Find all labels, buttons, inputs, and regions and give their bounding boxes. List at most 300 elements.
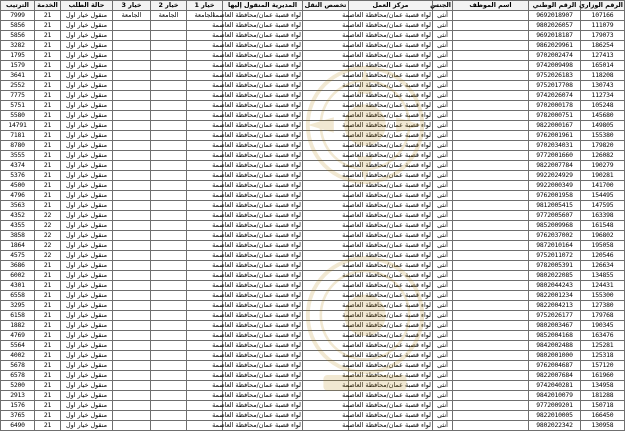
table-cell bbox=[151, 121, 187, 131]
table-cell bbox=[113, 361, 151, 371]
table-cell: 112734 bbox=[581, 91, 625, 101]
table-cell: 3641 bbox=[1, 71, 35, 81]
table-cell: لواء قصبة عمان/محافظة العاصمة bbox=[342, 101, 431, 110]
table-cell: لواء قصبة عمان/محافظة العاصمة bbox=[212, 321, 301, 330]
table-cell: 4796 bbox=[1, 191, 35, 201]
table-cell bbox=[113, 251, 151, 261]
table-cell: 9802026057 bbox=[529, 21, 581, 31]
table-cell: 21 bbox=[35, 361, 61, 371]
table-cell: أنثى bbox=[433, 81, 453, 91]
table-row bbox=[1, 271, 625, 281]
table-row bbox=[1, 71, 625, 81]
table-cell: 22 bbox=[35, 231, 61, 241]
table-cell: 195058 bbox=[581, 241, 625, 251]
table-cell bbox=[453, 421, 529, 431]
table-cell: أنثى bbox=[433, 391, 453, 401]
table-row bbox=[1, 331, 625, 341]
table-cell: 9762037002 bbox=[529, 231, 581, 241]
table-row bbox=[1, 351, 625, 361]
table-cell: 134958 bbox=[581, 381, 625, 391]
table-cell: منقول خيار اول bbox=[61, 371, 113, 381]
table-cell bbox=[453, 291, 529, 301]
table-cell: لواء قصبة عمان/محافظة العاصمة bbox=[212, 41, 301, 50]
table-cell: 4002 bbox=[1, 351, 35, 361]
table-cell: منقول خيار اول bbox=[61, 151, 113, 161]
table-cell: 3555 bbox=[1, 151, 35, 161]
table-cell bbox=[453, 251, 529, 261]
table-cell: الجامعة bbox=[113, 11, 151, 21]
table-cell bbox=[453, 191, 529, 201]
table-cell bbox=[113, 351, 151, 361]
table-cell bbox=[113, 61, 151, 71]
table-cell: 21 bbox=[35, 151, 61, 161]
table-cell: 4352 bbox=[1, 211, 35, 221]
table-row bbox=[1, 311, 625, 321]
table-cell: 134855 bbox=[581, 271, 625, 281]
table-cell: 9702034031 bbox=[529, 141, 581, 151]
table-cell: أنثى bbox=[433, 361, 453, 371]
table-cell bbox=[113, 81, 151, 91]
table-cell: 9772001660 bbox=[529, 151, 581, 161]
column-header: اسم الموظف bbox=[453, 1, 529, 11]
table-cell: لواء قصبة عمان/محافظة العاصمة bbox=[212, 51, 301, 60]
table-cell bbox=[151, 421, 187, 431]
table-cell: لواء قصبة عمان/محافظة العاصمة bbox=[212, 191, 301, 200]
table-cell: لواء قصبة عمان/محافظة العاصمة bbox=[342, 121, 431, 130]
table-cell: 154495 bbox=[581, 191, 625, 201]
table-cell: لواء قصبة عمان/محافظة العاصمة bbox=[212, 331, 301, 340]
table-cell: منقول خيار اول bbox=[61, 341, 113, 351]
table-cell: منقول خيار اول bbox=[61, 301, 113, 311]
table-cell bbox=[151, 111, 187, 121]
table-row bbox=[1, 411, 625, 421]
table-cell: 3765 bbox=[1, 411, 35, 421]
table-cell: لواء قصبة عمان/محافظة العاصمة bbox=[342, 351, 431, 360]
table-cell: 21 bbox=[35, 161, 61, 171]
table-cell: 5856 bbox=[1, 21, 35, 31]
table-cell: 21 bbox=[35, 321, 61, 331]
table-cell: منقول خيار اول bbox=[61, 381, 113, 391]
table-cell: منقول خيار اول bbox=[61, 231, 113, 241]
table-cell bbox=[453, 351, 529, 361]
table-header bbox=[1, 1, 625, 11]
table-cell: منقول خيار اول bbox=[61, 171, 113, 181]
table-cell: لواء قصبة عمان/محافظة العاصمة bbox=[342, 291, 431, 300]
table-cell: أنثى bbox=[433, 291, 453, 301]
table-cell bbox=[453, 411, 529, 421]
table-row bbox=[1, 361, 625, 371]
table-cell: منقول خيار اول bbox=[61, 271, 113, 281]
table-cell bbox=[113, 231, 151, 241]
table-cell bbox=[453, 301, 529, 311]
table-cell: منقول خيار اول bbox=[61, 241, 113, 251]
table-cell: لواء قصبة عمان/محافظة العاصمة bbox=[212, 111, 301, 120]
table-cell: 21 bbox=[35, 41, 61, 51]
table-cell: لواء قصبة عمان/محافظة العاصمة bbox=[342, 91, 431, 100]
table-cell: لواء قصبة عمان/محافظة العاصمة bbox=[212, 381, 301, 390]
table-row bbox=[1, 201, 625, 211]
table-cell bbox=[113, 371, 151, 381]
table-cell: 9802044243 bbox=[529, 281, 581, 291]
table-cell: لواء قصبة عمان/محافظة العاصمة bbox=[342, 131, 431, 140]
table-cell: منقول خيار اول bbox=[61, 61, 113, 71]
table-row bbox=[1, 111, 625, 121]
table-cell: 22 bbox=[35, 241, 61, 251]
table-cell bbox=[151, 51, 187, 61]
table-cell: 2913 bbox=[1, 391, 35, 401]
table-cell: أنثى bbox=[433, 141, 453, 151]
table-cell: 9872010164 bbox=[529, 241, 581, 251]
table-cell bbox=[113, 131, 151, 141]
table-cell: أنثى bbox=[433, 171, 453, 181]
table-cell: أنثى bbox=[433, 401, 453, 411]
table-cell: 9752026183 bbox=[529, 71, 581, 81]
table-cell: 9762004687 bbox=[529, 361, 581, 371]
table-cell bbox=[151, 371, 187, 381]
table-cell: 9852009968 bbox=[529, 221, 581, 231]
table-cell: لواء قصبة عمان/محافظة العاصمة bbox=[342, 361, 431, 370]
table-cell: منقول خيار اول bbox=[61, 281, 113, 291]
table-cell: 21 bbox=[35, 111, 61, 121]
table-cell bbox=[113, 111, 151, 121]
table-cell: لواء قصبة عمان/محافظة العاصمة bbox=[342, 171, 431, 180]
table-cell: 125318 bbox=[581, 351, 625, 361]
table-cell: 21 bbox=[35, 271, 61, 281]
table-cell: 21 bbox=[35, 281, 61, 291]
table-cell bbox=[113, 401, 151, 411]
table-cell: منقول خيار اول bbox=[61, 331, 113, 341]
table-cell: لواء قصبة عمان/محافظة العاصمة bbox=[212, 101, 301, 110]
table-cell bbox=[113, 241, 151, 251]
table-cell: لواء قصبة عمان/محافظة العاصمة bbox=[342, 311, 431, 320]
table-cell bbox=[453, 401, 529, 411]
table-cell bbox=[151, 241, 187, 251]
table-cell bbox=[151, 41, 187, 51]
table-cell bbox=[113, 341, 151, 351]
table-cell bbox=[113, 51, 151, 61]
table-cell bbox=[453, 141, 529, 151]
table-cell: الجامعة bbox=[151, 11, 187, 21]
table-cell: أنثى bbox=[433, 371, 453, 381]
table-cell: 8780 bbox=[1, 141, 35, 151]
table-cell bbox=[453, 381, 529, 391]
table-cell: لواء قصبة عمان/محافظة العاصمة bbox=[342, 321, 431, 330]
table-cell bbox=[151, 351, 187, 361]
column-header: تخصص النقل bbox=[303, 1, 349, 11]
table-cell: 22 bbox=[35, 221, 61, 231]
table-cell: 3282 bbox=[1, 41, 35, 51]
table-cell: 9842002488 bbox=[529, 341, 581, 351]
table-cell: 21 bbox=[35, 391, 61, 401]
table-cell: 6490 bbox=[1, 421, 35, 431]
table-cell bbox=[151, 171, 187, 181]
table-cell: لواء قصبة عمان/محافظة العاصمة bbox=[212, 181, 301, 190]
table-cell bbox=[151, 401, 187, 411]
table-cell: أنثى bbox=[433, 381, 453, 391]
table-cell: لواء قصبة عمان/محافظة العاصمة bbox=[342, 41, 431, 50]
table-cell bbox=[453, 241, 529, 251]
table-cell: منقول خيار اول bbox=[61, 421, 113, 431]
table-row bbox=[1, 151, 625, 161]
table-cell: 163398 bbox=[581, 211, 625, 221]
table-row bbox=[1, 301, 625, 311]
table-cell: 1864 bbox=[1, 241, 35, 251]
table-cell: أنثى bbox=[433, 191, 453, 201]
table-cell: 190281 bbox=[581, 171, 625, 181]
table-cell: 9802022085 bbox=[529, 271, 581, 281]
table-cell: لواء قصبة عمان/محافظة العاصمة bbox=[212, 281, 301, 290]
table-cell: 9802003467 bbox=[529, 321, 581, 331]
table-cell: لواء قصبة عمان/محافظة العاصمة bbox=[212, 391, 301, 400]
table-row bbox=[1, 121, 625, 131]
table-row bbox=[1, 131, 625, 141]
table-cell bbox=[453, 321, 529, 331]
table-cell: 3858 bbox=[1, 231, 35, 241]
table-cell bbox=[453, 231, 529, 241]
table-cell: 9762001961 bbox=[529, 131, 581, 141]
table-cell: منقول خيار اول bbox=[61, 41, 113, 51]
table-cell: 9802001000 bbox=[529, 351, 581, 361]
table-cell: الجامعة bbox=[187, 11, 223, 21]
table-cell: 21 bbox=[35, 311, 61, 321]
table-cell: لواء قصبة عمان/محافظة العاصمة bbox=[342, 181, 431, 190]
column-header: الخدمة bbox=[35, 1, 61, 11]
table-cell bbox=[453, 211, 529, 221]
table-cell: لواء قصبة عمان/محافظة العاصمة bbox=[212, 291, 301, 300]
table-cell: 9692018907 bbox=[529, 11, 581, 21]
table-cell: 9822004213 bbox=[529, 301, 581, 311]
table-cell bbox=[151, 231, 187, 241]
table-cell bbox=[113, 141, 151, 151]
table-cell: لواء قصبة عمان/محافظة العاصمة bbox=[342, 241, 431, 250]
table-cell bbox=[151, 331, 187, 341]
table-cell: لواء قصبة عمان/محافظة العاصمة bbox=[342, 281, 431, 290]
table-cell bbox=[113, 311, 151, 321]
table-cell: 161960 bbox=[581, 371, 625, 381]
table-cell: منقول خيار اول bbox=[61, 161, 113, 171]
table-cell: أنثى bbox=[433, 221, 453, 231]
table-cell: 9922000349 bbox=[529, 181, 581, 191]
table-cell bbox=[113, 411, 151, 421]
table-cell bbox=[151, 381, 187, 391]
table-cell: 9702002474 bbox=[529, 51, 581, 61]
table-cell: لواء قصبة عمان/محافظة العاصمة bbox=[212, 231, 301, 240]
table-cell: أنثى bbox=[433, 61, 453, 71]
table-row bbox=[1, 221, 625, 231]
table-cell: 21 bbox=[35, 201, 61, 211]
table-cell bbox=[113, 71, 151, 81]
table-cell: 9742040281 bbox=[529, 381, 581, 391]
table-cell bbox=[151, 151, 187, 161]
table-cell: 21 bbox=[35, 351, 61, 361]
table-cell: منقول خيار اول bbox=[61, 321, 113, 331]
table-cell bbox=[113, 301, 151, 311]
table-cell: 5564 bbox=[1, 341, 35, 351]
table-cell: 150718 bbox=[581, 401, 625, 411]
table-cell bbox=[453, 31, 529, 41]
table-cell bbox=[113, 31, 151, 41]
table-cell bbox=[151, 291, 187, 301]
table-row bbox=[1, 61, 625, 71]
table-cell: 9852004168 bbox=[529, 331, 581, 341]
table-cell: أنثى bbox=[433, 51, 453, 61]
table-cell: لواء قصبة عمان/محافظة العاصمة bbox=[212, 71, 301, 80]
table-cell bbox=[453, 41, 529, 51]
table-cell bbox=[453, 271, 529, 281]
table-cell: 5580 bbox=[1, 111, 35, 121]
table-cell: 6558 bbox=[1, 291, 35, 301]
table-cell: 9742026074 bbox=[529, 91, 581, 101]
table-cell: لواء قصبة عمان/محافظة العاصمة bbox=[342, 211, 431, 220]
table-cell: لواء قصبة عمان/محافظة العاصمة bbox=[212, 81, 301, 90]
table-cell: لواء قصبة عمان/محافظة العاصمة bbox=[212, 221, 301, 230]
table-cell: أنثى bbox=[433, 341, 453, 351]
table-cell: لواء قصبة عمان/محافظة العاصمة bbox=[342, 201, 431, 210]
table-cell: 21 bbox=[35, 341, 61, 351]
table-cell: لواء قصبة عمان/محافظة العاصمة bbox=[212, 351, 301, 360]
table-row bbox=[1, 401, 625, 411]
table-cell bbox=[151, 411, 187, 421]
table-cell: أنثى bbox=[433, 41, 453, 51]
table-cell: أنثى bbox=[433, 31, 453, 41]
table-cell: 9922024929 bbox=[529, 171, 581, 181]
table-cell: أنثى bbox=[433, 161, 453, 171]
table-cell: 163476 bbox=[581, 331, 625, 341]
table-cell bbox=[453, 261, 529, 271]
table-cell bbox=[151, 191, 187, 201]
table-cell: 1579 bbox=[1, 61, 35, 71]
table-cell: 166450 bbox=[581, 411, 625, 421]
table-cell bbox=[453, 91, 529, 101]
table-cell bbox=[151, 181, 187, 191]
table-cell: 21 bbox=[35, 91, 61, 101]
table-cell bbox=[151, 101, 187, 111]
table-cell: 9752026177 bbox=[529, 311, 581, 321]
table-cell: 107166 bbox=[581, 11, 625, 21]
table-cell: لواء قصبة عمان/محافظة العاصمة bbox=[212, 131, 301, 140]
table-cell bbox=[151, 201, 187, 211]
table-cell: لواء قصبة عمان/محافظة العاصمة bbox=[212, 211, 301, 220]
table-cell: لواء قصبة عمان/محافظة العاصمة bbox=[212, 301, 301, 310]
table-cell: أنثى bbox=[433, 111, 453, 121]
table-cell: 165014 bbox=[581, 61, 625, 71]
table-cell: أنثى bbox=[433, 251, 453, 261]
table-cell: 9822010005 bbox=[529, 411, 581, 421]
table-cell bbox=[151, 61, 187, 71]
table-cell: 9822007784 bbox=[529, 161, 581, 171]
table-cell: منقول خيار اول bbox=[61, 291, 113, 301]
table-cell bbox=[151, 271, 187, 281]
table-cell bbox=[151, 31, 187, 41]
table-cell bbox=[453, 161, 529, 171]
table-cell bbox=[113, 281, 151, 291]
table-cell bbox=[453, 181, 529, 191]
table-cell: لواء قصبة عمان/محافظة العاصمة bbox=[212, 271, 301, 280]
table-cell: لواء قصبة عمان/محافظة العاصمة bbox=[342, 11, 431, 20]
table-cell: منقول خيار اول bbox=[61, 81, 113, 91]
table-cell: منقول خيار اول bbox=[61, 401, 113, 411]
table-cell: أنثى bbox=[433, 71, 453, 81]
table-cell: لواء قصبة عمان/محافظة العاصمة bbox=[212, 261, 301, 270]
table-cell: 155300 bbox=[581, 291, 625, 301]
table-row bbox=[1, 31, 625, 41]
table-cell bbox=[453, 201, 529, 211]
table-cell: أنثى bbox=[433, 271, 453, 281]
table-cell: أنثى bbox=[433, 181, 453, 191]
table-cell: أنثى bbox=[433, 301, 453, 311]
table-cell: لواء قصبة عمان/محافظة العاصمة bbox=[342, 331, 431, 340]
table-cell: أنثى bbox=[433, 231, 453, 241]
table-cell: 7775 bbox=[1, 91, 35, 101]
table-cell bbox=[453, 101, 529, 111]
table-cell bbox=[453, 221, 529, 231]
table-row bbox=[1, 171, 625, 181]
table-cell: منقول خيار اول bbox=[61, 101, 113, 111]
table-cell bbox=[113, 201, 151, 211]
table-cell: منقول خيار اول bbox=[61, 191, 113, 201]
table-cell: منقول خيار اول bbox=[61, 411, 113, 421]
table-cell bbox=[113, 271, 151, 281]
table-cell bbox=[151, 261, 187, 271]
table-cell: 21 bbox=[35, 291, 61, 301]
column-header: حالة الطلب bbox=[61, 1, 113, 11]
table-cell: لواء قصبة عمان/محافظة العاصمة bbox=[342, 391, 431, 400]
table-cell bbox=[453, 361, 529, 371]
table-cell: 9822000167 bbox=[529, 121, 581, 131]
table-cell: لواء قصبة عمان/محافظة العاصمة bbox=[212, 121, 301, 130]
table-cell: 145680 bbox=[581, 111, 625, 121]
table-cell: 6578 bbox=[1, 371, 35, 381]
table-cell: 141700 bbox=[581, 181, 625, 191]
table-cell: 4374 bbox=[1, 161, 35, 171]
table-cell bbox=[113, 161, 151, 171]
table-cell: منقول خيار اول bbox=[61, 181, 113, 191]
table-cell: 21 bbox=[35, 141, 61, 151]
table-cell: أنثى bbox=[433, 211, 453, 221]
table-cell: 157120 bbox=[581, 361, 625, 371]
table-cell bbox=[113, 261, 151, 271]
table-cell: 5200 bbox=[1, 381, 35, 391]
table-cell: 21 bbox=[35, 61, 61, 71]
table-cell: 21 bbox=[35, 331, 61, 341]
table-cell: 190279 bbox=[581, 161, 625, 171]
table-cell: لواء قصبة عمان/محافظة العاصمة bbox=[342, 381, 431, 390]
table-row bbox=[1, 321, 625, 331]
table-cell: لواء قصبة عمان/محافظة العاصمة bbox=[342, 271, 431, 280]
table-row bbox=[1, 181, 625, 191]
table-cell: 21 bbox=[35, 421, 61, 431]
column-header: مركز العمل bbox=[349, 1, 433, 11]
table-cell: 2552 bbox=[1, 81, 35, 91]
table-cell: لواء قصبة عمان/محافظة العاصمة bbox=[342, 51, 431, 60]
table-cell: 21 bbox=[35, 301, 61, 311]
table-cell bbox=[113, 21, 151, 31]
table-cell: 4301 bbox=[1, 281, 35, 291]
header-row bbox=[1, 1, 625, 11]
table-cell: أنثى bbox=[433, 121, 453, 131]
table-cell: 21 bbox=[35, 401, 61, 411]
table-cell bbox=[113, 211, 151, 221]
table-cell: أنثى bbox=[433, 331, 453, 341]
table-cell: منقول خيار اول bbox=[61, 351, 113, 361]
table-cell bbox=[453, 11, 529, 21]
table-cell: لواء قصبة عمان/محافظة العاصمة bbox=[342, 61, 431, 70]
table-cell bbox=[453, 171, 529, 181]
table-cell: 21 bbox=[35, 11, 61, 21]
column-header: المديرية المنقول إليها bbox=[223, 1, 303, 11]
table-cell: 4500 bbox=[1, 181, 35, 191]
table-cell: لواء قصبة عمان/محافظة العاصمة bbox=[212, 171, 301, 180]
